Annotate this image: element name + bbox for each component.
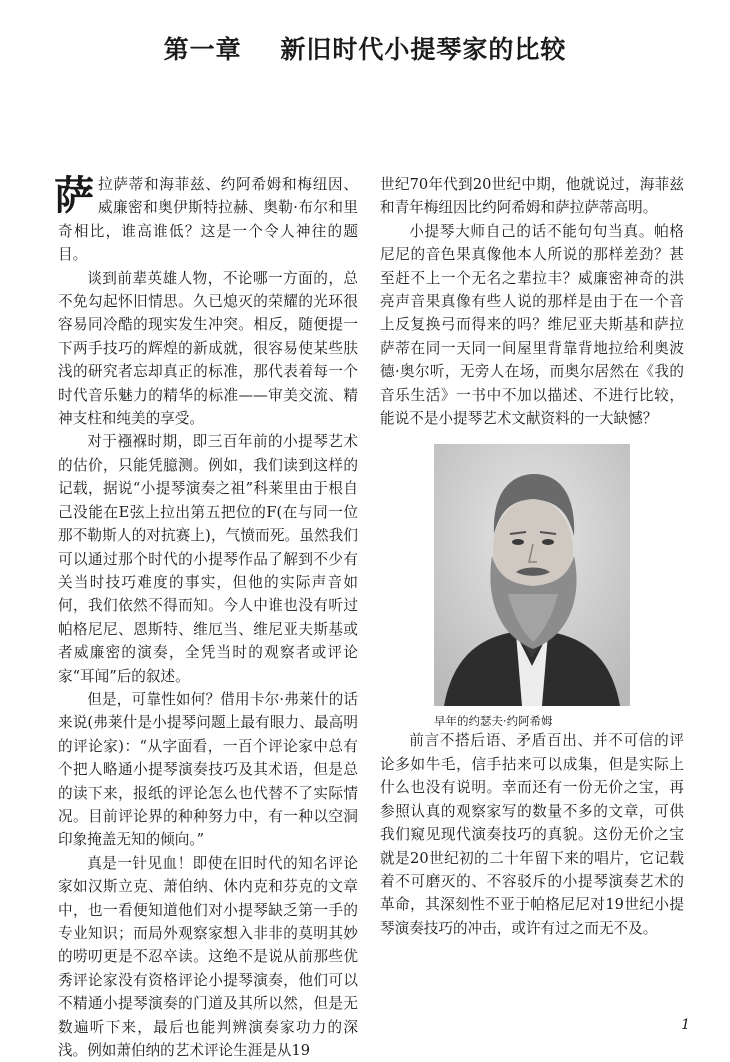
paragraph: 前言不搭后语、矛盾百出、并不可信的评论多如牛毛，信手拈来可以成集，但是实际上什么也没有说明。幸而还有一份无价之宝，再参照认真的观察家写的数量不多的文章，可供我们窥见现代演奏技巧的真貌。这份无价之宝就是20世纪初的二十年留下来的唱片，它记载着不可磨灭的、不容驳斥的小提琴演奏艺术的革命，其深刻性不亚于帕格尼尼对19世纪小提琴演奏技巧的冲击，或许有过之而无不及。 [380,732,684,937]
paragraph: 小提琴大师自己的话不能句句当真。帕格尼尼的音色果真像他本人所说的那样差劲？甚至赶不上一个无名之辈拉丰？威廉密神奇的洪亮声音果真像有些人说的那样是由于在一个音上反复换弓而得来的吗？维尼亚夫斯基和萨拉萨蒂在同一天同一间屋里背靠背地拉给利奥波德·奥尔听，无旁人在场，而奥尔居然在《我的音乐生活》一书中不加以描述、不进行比较，能说不是小提琴艺术文献资料的一大缺憾？ [380,222,684,428]
paragraph: 真是一针见血！即使在旧时代的知名评论家如汉斯立克、萧伯纳、休内克和芬克的文章中，也一看便知道他们对小提琴缺乏第一手的专业知识；而局外观察家想入非非的莫明其妙的唠叨更是不忍卒读。这绝不是说从前那些优秀评论家没有资格评论小提琴演奏，他们可以不精通小提琴演奏的门道及其所以然，但是无数遍听下来，最后也能判辨演奏家功力的深浅。例如萧伯纳的艺术评论生涯是从19 [58,854,358,1060]
chapter-title: 第一章 新旧时代小提琴家的比较 [163,35,567,64]
left-column [54,173,358,1062]
figure-caption: 早年的约瑟夫·约阿希姆 [434,714,553,729]
opening-paragraph [54,173,358,267]
continued-paragraph: 世纪70年代到20世纪中期，他就说过，海菲兹和青年梅纽因比约阿希姆和萨拉萨蒂高明。 [380,176,684,217]
paragraph: 对于襁褓时期，即三百年前的小提琴艺术的估价，只能凭臆测。例如，我们读到这样的记载，据说“小提琴演奏之祖”科莱里由于根自己没能在E弦上拉出第五把位的F(在与同一位那不勒斯人的对抗赛上)，气愤而死。虽然我们可以通过那个时代的小提琴作品了解到不少有关当时技巧难度的事实，但他的实际声音如何，我们依然不得而知。今人中谁也没有听过帕格尼尼、恩斯特、维厄当、维尼亚夫斯基或者威廉密的演奏，全凭当时的观察者或评论家“耳闻”后的叙述。 [58,433,358,685]
opening-paragraph-text: 拉萨蒂和海菲兹、约阿希姆和梅纽因、威廉密和奥伊斯特拉赫、奥勒·布尔和里奇相比，谁高谁低？这是一个令人神往的题目。 [58,176,358,264]
paragraph: 谈到前辈英雄人物，不论哪一方面的，总不免勾起怀旧情思。久已熄灭的荣耀的光环很容易同冷酷的现实发生冲突。相反，随便提一下两手技巧的辉煌的新成就，很容易使某些肤浅的研究者忘却真正的标准，那代表着每一个时代音乐魅力的精华的标准——审美交流、精神支柱和纯美的享受。 [58,269,358,428]
portrait-figure [434,444,630,729]
paragraph: 但是，可靠性如何？借用卡尔·弗莱什的话来说(弗莱什是小提琴问题上最有眼力、最高明的评论家)：“从字面看，一百个评论家中总有个把人略通小提琴演奏技巧及其术语，但是总的读下来，报纸的评论怎么也代替不了实际情况。目前评论界的种种努力中，有一种以空洞印象掩盖无知的倾向。” [58,690,358,849]
drop-cap: 萨 [54,173,94,219]
right-column [380,173,684,940]
page-number: 1 [681,1017,690,1033]
portrait-photo [434,444,630,706]
